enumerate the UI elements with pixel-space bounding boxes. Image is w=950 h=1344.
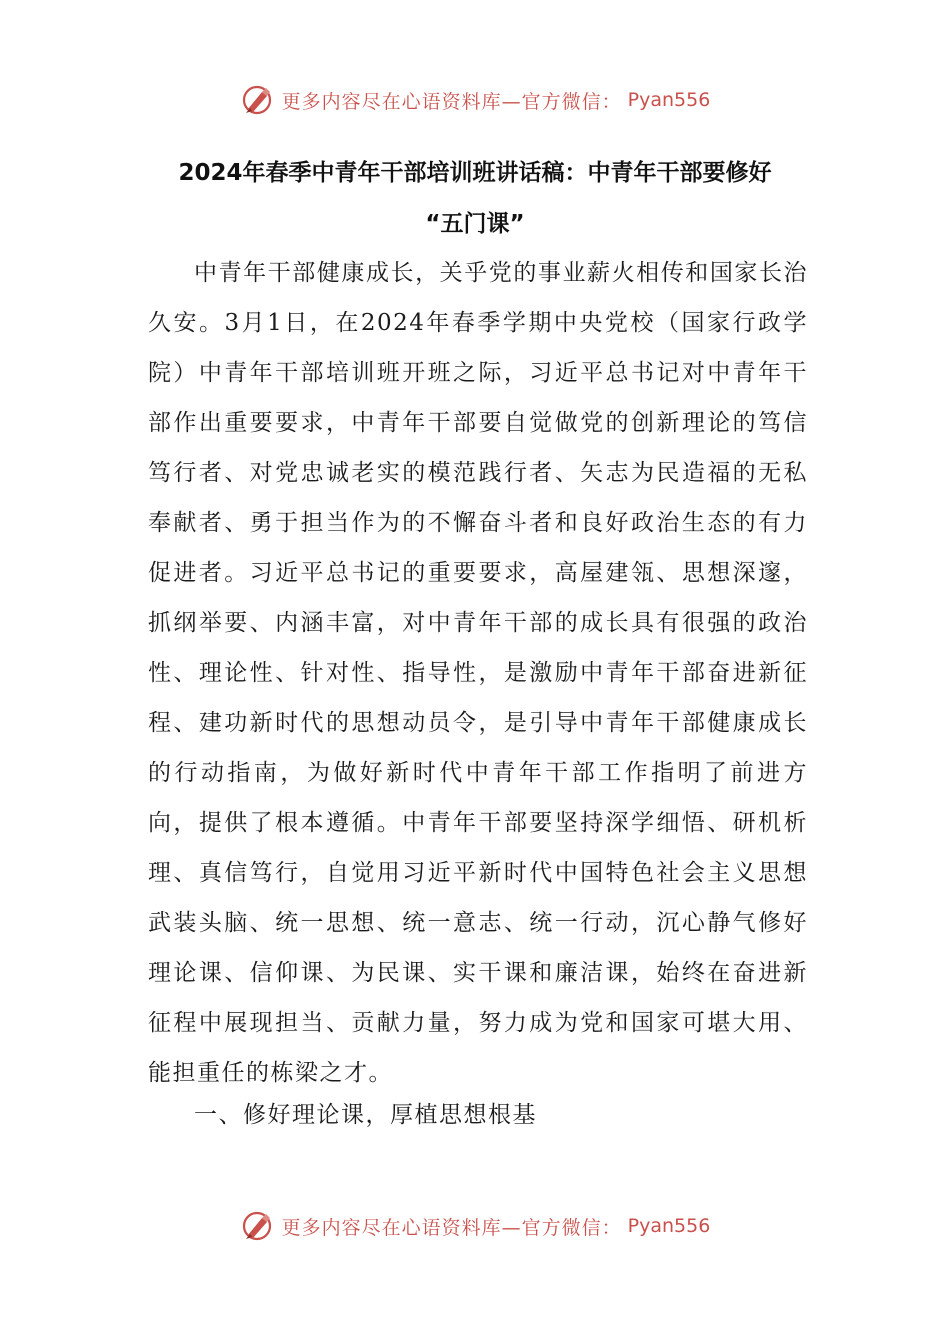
document-title (120, 148, 830, 250)
title-line-1: 2024年春季中青年干部培训班讲话稿：中青年干部要修好 (178, 160, 772, 186)
header-banner-text: 更多内容尽在心语资料库—官方微信： (281, 90, 622, 113)
pen-logo-icon (240, 82, 276, 118)
pen-logo-icon (240, 1208, 276, 1244)
header-banner-handle: Pyan556 (627, 89, 711, 111)
section-heading-1: 一、修好理论课，厚植思想根基 (194, 1102, 537, 1128)
footer-banner (0, 1208, 950, 1244)
title-line-2: “五门课” (425, 211, 525, 237)
header-banner (0, 82, 950, 118)
footer-banner-text: 更多内容尽在心语资料库—官方微信： (281, 1216, 622, 1239)
body-paragraph-1: 中青年干部健康成长，关乎党的事业薪火相传和国家长治久安。3月1日，在2024年春季学期中央党校（国家行政学院）中青年干部培训班开班之际，习近平总书记对中青年干部作出重要要求，中青年干部要自觉做党的创新理论的笃信笃行者、对党忠诚老实的模范践行者、矢志为民造福的无私奉献者、勇于担当作为的不懈奋斗者和良好政治生态的有力促进者。习近平总书记的重要要求，高屋建瓴、思想深邃，抓纲举要、内涵丰富，对中青年干部的成长具有很强的政治性、理论性、针对性、指导性，是激励中青年干部奋进新征程、建功新时代的思想动员令，是引导中青年干部健康成长的行动指南，为做好新时代中青年干部工作指明了前进方向，提供了根本遵循。中青年干部要坚持深学细悟、研机析理、真信笃行，自觉用习近平新时代中国特色社会主义思想武装头脑、统一思想、统一意志、统一行动，沉心静气修好理论课、信仰课、为民课、实干课和廉洁课，始终在奋进新征程中展现担当、贡献力量，努力成为党和国家可堪大用、能担重任的栋梁之才。 (148, 260, 808, 1086)
footer-banner-handle: Pyan556 (627, 1215, 711, 1237)
